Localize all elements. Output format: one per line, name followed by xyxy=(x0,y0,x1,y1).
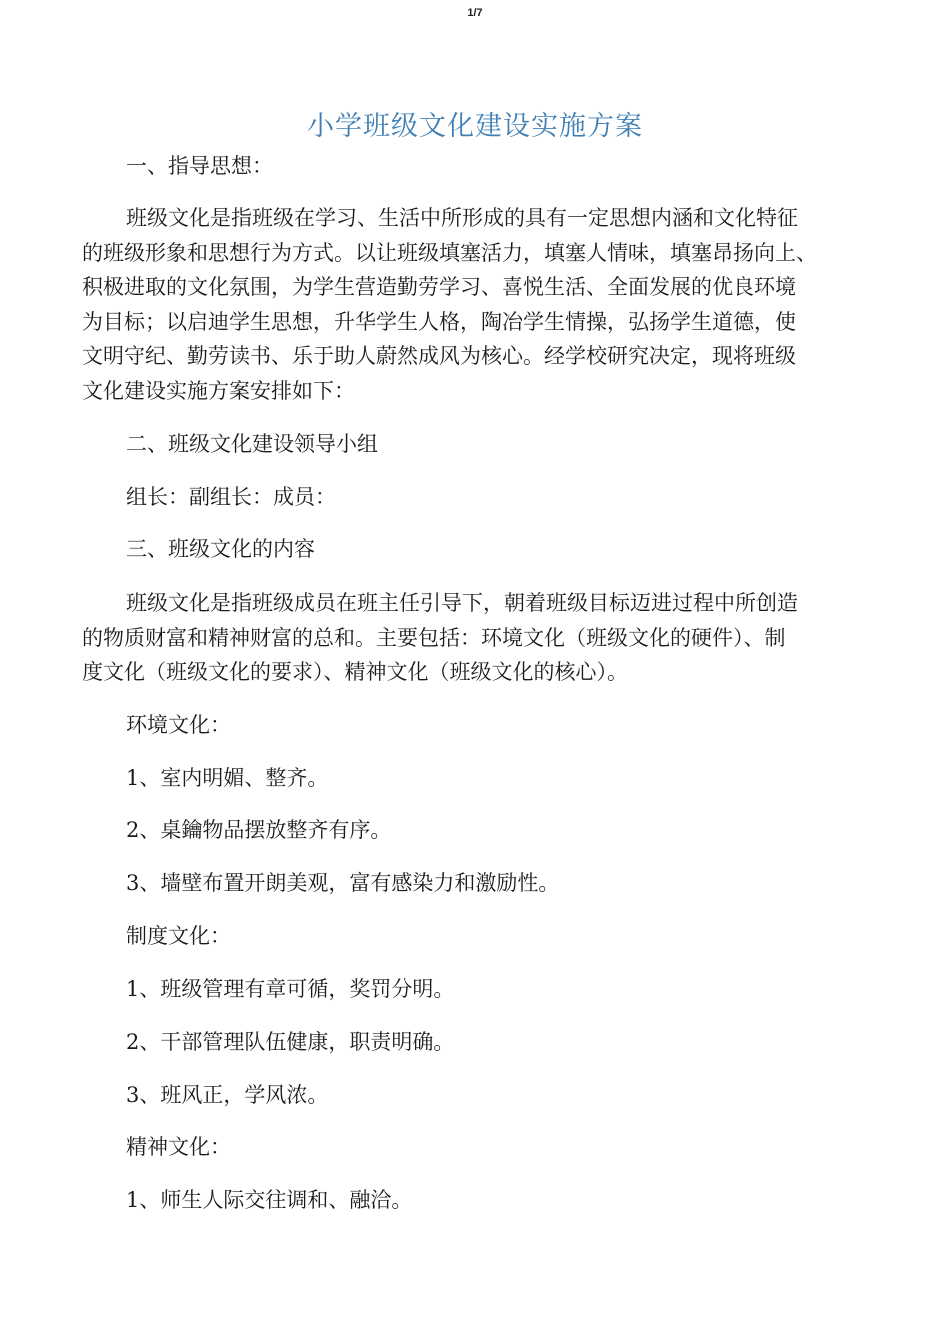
section-heading-leadership-group: 二、班级文化建设领导小组 xyxy=(126,432,378,456)
list-item: 3、班风正，学风浓。 xyxy=(126,1083,329,1107)
subheading-environment-culture: 环境文化： xyxy=(126,713,231,737)
paragraph-line: 积极进取的文化氛围，为学生营造勤劳学习、喜悦生活、全面发展的优良环境 xyxy=(82,275,796,299)
paragraph-line: 为目标；以启迪学生思想，升华学生人格，陶冶学生情操，弘扬学生道德，使 xyxy=(82,309,796,334)
list-item: 1、室内明媚、整齐。 xyxy=(126,766,329,790)
paragraph-line: 文明守纪、勤劳读书、乐于助人蔚然成风为核心。经学校研究决定，现将班级 xyxy=(82,344,796,368)
list-item: 2、桌鑰物品摆放整齐有序。 xyxy=(126,818,392,842)
list-item: 1、师生人际交往调和、融洽。 xyxy=(126,1188,413,1212)
document-title: 小学班级文化建设实施方案 xyxy=(307,111,643,142)
paragraph-guiding-ideology xyxy=(82,201,872,408)
section-heading-culture-content: 三、班级文化的内容 xyxy=(126,537,315,561)
paragraph-line: 文化建设实施方案安排如下： xyxy=(82,378,355,403)
list-item: 2、干部管理队伍健康，职责明确。 xyxy=(126,1030,455,1054)
paragraph-culture-content xyxy=(82,586,872,690)
section-heading-guiding-ideology: 一、指导思想： xyxy=(126,154,273,178)
list-item: 1、班级管理有章可循，奖罚分明。 xyxy=(126,977,455,1001)
paragraph-line: 班级文化是指班级在学习、生活中所形成的具有一定思想内涵和文化特征 xyxy=(126,206,798,230)
leadership-members: 组长：副组长：成员： xyxy=(126,485,336,509)
list-item: 3、墙壁布置开朗美观，富有感染力和激励性。 xyxy=(126,871,560,895)
paragraph-line: 的物质财富和精神财富的总和。主要包括：环境文化（班级文化的硬件）、制 xyxy=(82,625,786,650)
paragraph-line: 班级文化是指班级成员在班主任引导下，朝着班级目标迈进过程中所创造 xyxy=(126,591,798,615)
page-number: 1/7 xyxy=(467,7,483,19)
paragraph-line: 度文化（班级文化的要求）、精神文化（班级文化的核心）。 xyxy=(82,660,628,684)
paragraph-line: 的班级形象和思想行为方式。以让班级填塞活力，填塞人情味，填塞昂扬向上、 xyxy=(82,240,817,265)
subheading-spiritual-culture: 精神文化： xyxy=(126,1135,231,1159)
subheading-system-culture: 制度文化： xyxy=(126,924,231,948)
